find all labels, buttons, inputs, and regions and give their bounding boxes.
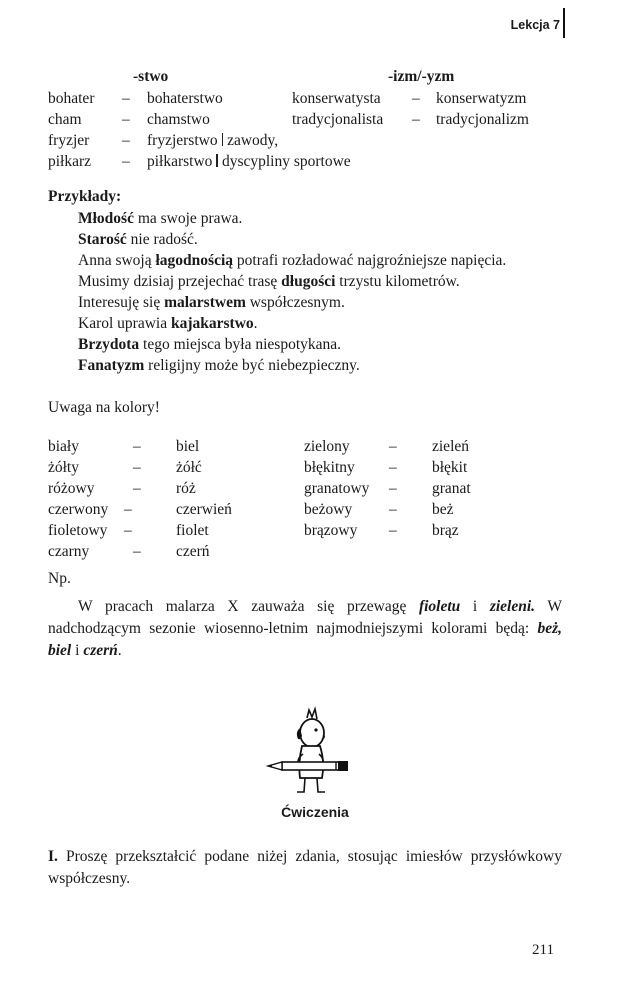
text: Karol uprawia [78, 315, 171, 332]
derived-word-with-note [147, 132, 278, 150]
text: i [460, 598, 490, 615]
dash: – [389, 438, 397, 455]
category-note: zawody, [227, 132, 279, 149]
color-noun: czerwień [176, 501, 232, 518]
text: W nadchodzącym sezonie wiosenno-letnim najmodniejszymi kolorami będą: [48, 598, 563, 637]
lesson-header: Lekcja 7 [510, 18, 560, 32]
dash: – [133, 459, 141, 476]
base-word: bohater [48, 90, 95, 107]
bold-term: Fanatyzm [78, 357, 145, 374]
bold-term: Starość [78, 231, 127, 248]
bold-italic-term: czerń [83, 642, 118, 659]
character-leg-right [317, 778, 325, 792]
example-sentence [78, 294, 345, 312]
suffix-izm-heading: -izm/-yzm [388, 68, 455, 85]
dash: – [122, 90, 130, 107]
header-rule [563, 8, 565, 38]
exercise-instruction: Proszę przekształcić podane niżej zdania, stosując imiesłów przysłówkowy współczesny. [48, 848, 562, 887]
text: nie radość. [126, 231, 198, 248]
bold-term: malarstwem [164, 294, 246, 311]
color-adjective: brązowy [304, 522, 358, 539]
examples-title: Przykłady: [48, 188, 122, 205]
text: i [71, 642, 84, 659]
base-word: konserwatysta [292, 90, 381, 107]
dash: – [412, 90, 420, 107]
color-adjective: czerwony [48, 501, 109, 518]
exercises-title: Ćwiczenia [281, 804, 349, 820]
color-adjective: biały [48, 438, 79, 455]
bold-term: Młodość [78, 210, 134, 227]
dash: – [122, 111, 130, 128]
dash: – [122, 132, 130, 149]
color-adjective: żółty [48, 459, 79, 476]
derived-word: fryzjerstwo [147, 132, 218, 149]
dash: – [133, 438, 141, 455]
text: współczesnym. [245, 294, 345, 311]
character-eye [314, 728, 317, 731]
suffix-stwo-heading: -stwo [133, 68, 169, 85]
example-sentence [78, 315, 258, 333]
color-noun: róż [176, 480, 196, 497]
divider [222, 133, 224, 146]
category-note: dyscypliny sportowe [221, 153, 351, 170]
hair-tuft [307, 709, 317, 719]
bold-italic-term: zieleni. [489, 598, 536, 615]
text: Interesuję się [78, 294, 165, 311]
color-adjective: fioletowy [48, 522, 108, 539]
example-sentence [78, 231, 198, 249]
base-word: cham [48, 111, 82, 128]
text: Musimy dzisiaj przejechać trasę [78, 273, 282, 290]
color-noun: brąz [432, 522, 459, 539]
np-paragraph [48, 596, 562, 662]
dash: – [124, 501, 132, 518]
divider [216, 154, 218, 167]
derived-word-with-note [147, 153, 351, 171]
color-noun: błękit [432, 459, 468, 476]
color-noun: biel [176, 438, 200, 455]
text: potrafi rozładować najgroźniejsze napięcia. [233, 252, 507, 269]
color-noun: żółć [176, 459, 202, 476]
colors-intro: Uwaga na kolory! [48, 399, 160, 416]
exercise-number: I. [48, 848, 58, 865]
derived-word: bohaterstwo [147, 90, 223, 107]
dash: – [389, 501, 397, 518]
color-adjective: beżowy [304, 501, 353, 518]
color-adjective: zielony [304, 438, 350, 455]
bold-italic-term: beż, biel [48, 620, 562, 659]
exercise-item [48, 846, 562, 890]
derived-word: konserwatyzm [436, 90, 527, 107]
dash: – [412, 111, 420, 128]
text: . [117, 642, 122, 659]
color-noun: czerń [176, 543, 210, 560]
bold-italic-term: fioletu [418, 598, 461, 615]
pencil-eraser [338, 761, 348, 771]
text: trzystu kilometrów. [335, 273, 460, 290]
example-sentence [78, 357, 360, 375]
character-head [300, 719, 324, 747]
dash: – [389, 480, 397, 497]
text: . [253, 315, 258, 332]
base-word: fryzjer [48, 132, 90, 149]
color-adjective: różowy [48, 480, 95, 497]
derived-word: tradycjonalizm [436, 111, 529, 128]
base-word: piłkarz [48, 153, 92, 170]
dash: – [122, 153, 130, 170]
color-adjective: czarny [48, 543, 90, 560]
example-sentence [78, 210, 242, 228]
bold-term: Brzydota [78, 336, 140, 353]
color-noun: zieleń [432, 438, 470, 455]
pencil-character-illustration [262, 706, 356, 798]
color-adjective: błękitny [304, 459, 355, 476]
page-number: 211 [532, 942, 554, 958]
derived-word: piłkarstwo [147, 153, 213, 170]
np-label: Np. [48, 570, 71, 587]
color-noun: beż [432, 501, 454, 518]
text: religijny może być niebezpieczny. [144, 357, 360, 374]
example-sentence [78, 336, 341, 354]
bold-term: kajakarstwo [170, 315, 254, 332]
color-noun: fiolet [176, 522, 209, 539]
dash: – [124, 522, 132, 539]
text: W pracach malarza X zauważa się przewagę [78, 598, 419, 615]
dash: – [133, 543, 141, 560]
character-leg-left [297, 778, 305, 792]
dash: – [389, 459, 397, 476]
base-word: tradycjonalista [292, 111, 384, 128]
text: ma swoje prawa. [133, 210, 243, 227]
example-sentence [78, 252, 506, 270]
bold-term: łagodnością [155, 252, 234, 269]
example-sentence [78, 273, 460, 291]
derived-word: chamstwo [147, 111, 210, 128]
color-noun: granat [432, 480, 471, 497]
dash: – [133, 480, 141, 497]
text: Anna swoją [78, 252, 156, 269]
bold-term: długości [281, 273, 336, 290]
color-adjective: granatowy [304, 480, 370, 497]
dash: – [389, 522, 397, 539]
text: tego miejsca była niespotykana. [139, 336, 342, 353]
